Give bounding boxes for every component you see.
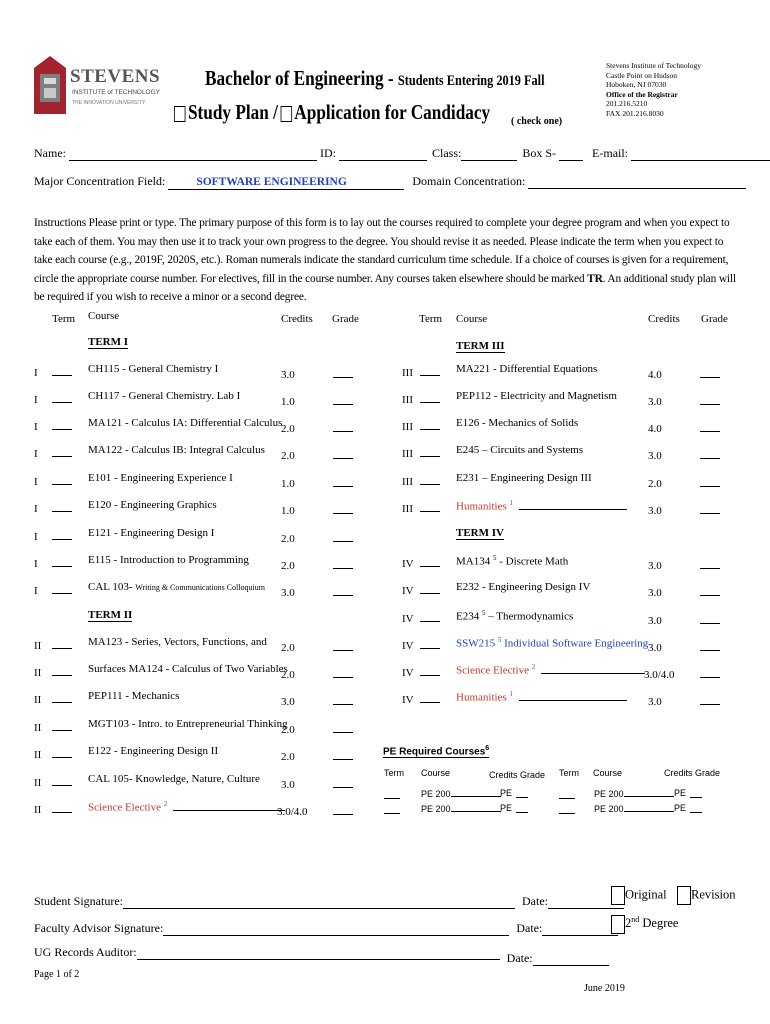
- credits-value: 3.0: [648, 642, 662, 654]
- credits-value: 2.0: [281, 423, 295, 435]
- major-field[interactable]: [168, 174, 404, 190]
- term-input[interactable]: [420, 475, 440, 485]
- grade-input[interactable]: [700, 614, 720, 624]
- credits-value: 3.0: [648, 396, 662, 408]
- course-row: [0, 609, 770, 625]
- advisor-date-label: Date:: [516, 921, 543, 935]
- credits-value: 4.0: [648, 423, 662, 435]
- second-degree-checkbox[interactable]: [611, 915, 625, 934]
- term-numeral: III: [402, 421, 413, 433]
- course-row: [0, 499, 770, 515]
- pe-course: PE 200: [421, 803, 501, 814]
- course-row: [0, 472, 770, 488]
- header-course-left: Course: [88, 310, 120, 322]
- instructions: Instructions Please print or type. The primary purpose of this form is to lay out the courses required to complete your degree program and when you expect to take each of them. You may then use it to track your own progress to the degree. You should revise it as needed. Please indicate the term when you expect to take each course (e.g., 2019F, 2020S, etc.). Roman numerals indicate the standard curriculum time schedule. If a choice of courses is given for a requirement, circle the appropriate course number. For electives, fill in the course number. Any courses taken elsewhere should be marked TR. An additional study plan will be required if you wish to receive a minor or a second degree.: [34, 217, 736, 303]
- term-numeral: II: [34, 749, 42, 761]
- credits-value: 3.0/4.0: [644, 669, 675, 681]
- credits-value: 3.0: [648, 560, 662, 572]
- stevens-seal-icon: [30, 52, 70, 126]
- course-row: [0, 444, 770, 460]
- term-numeral: II: [34, 667, 42, 679]
- pe-course-input[interactable]: [451, 788, 501, 797]
- course-name: E232 - Engineering Design IV: [456, 581, 591, 593]
- original-option: [611, 886, 667, 905]
- term-numeral: III: [402, 367, 413, 379]
- check-one-note: ( check one): [511, 116, 563, 127]
- term-input[interactable]: [52, 748, 72, 758]
- course-name: Humanities $^1$: [456, 690, 627, 704]
- grade-input[interactable]: [700, 559, 720, 569]
- course-row: [0, 663, 770, 679]
- course-name: E126 - Mechanics of Solids: [456, 417, 579, 429]
- term-input[interactable]: [420, 612, 440, 622]
- grade-input[interactable]: [333, 805, 353, 815]
- pe-grade-input[interactable]: [690, 804, 702, 813]
- application-label: Application for Candidacy: [294, 100, 491, 124]
- term-input[interactable]: [420, 366, 440, 376]
- course-name: SSW215 $^5$ Individual Software Engineering: [456, 636, 649, 650]
- course-name: CH115 - General Chemistry I: [88, 363, 219, 375]
- pe-grade-input[interactable]: [516, 789, 528, 798]
- term-input[interactable]: [52, 803, 72, 813]
- elective-input[interactable]: [519, 500, 627, 510]
- header-credits-left: Credits: [281, 313, 313, 325]
- credits-value: 3.0: [648, 587, 662, 599]
- pe-course-input[interactable]: [451, 803, 501, 812]
- grade-input[interactable]: [700, 586, 720, 596]
- term-numeral: IV: [402, 585, 414, 597]
- credits-value: 2.0: [281, 642, 295, 654]
- id-field[interactable]: [339, 148, 427, 161]
- term-input[interactable]: [420, 693, 440, 703]
- term-numeral: II: [34, 777, 42, 789]
- logo-subtitle: INSTITUTE of TECHNOLOGY: [72, 89, 161, 96]
- revision-option: [677, 886, 735, 905]
- plan-type-row: [174, 100, 490, 125]
- advisor-date-field[interactable]: [542, 923, 618, 936]
- course-name: Humanities $^1$: [456, 499, 627, 513]
- application-checkbox[interactable]: [280, 106, 291, 122]
- grade-input[interactable]: [700, 449, 720, 459]
- term-numeral: I: [34, 476, 38, 488]
- major-row: [34, 174, 746, 190]
- course-name: Surfaces MA124 - Calculus of Two Variables: [88, 663, 288, 675]
- course-name: PEP111 - Mechanics: [88, 690, 180, 702]
- pe-header-term-2: Term: [559, 768, 579, 778]
- credits-value: 2.0: [281, 724, 295, 736]
- id-label: ID:: [320, 146, 336, 160]
- term-numeral: II: [34, 694, 42, 706]
- grade-input[interactable]: [700, 422, 720, 432]
- course-name: CAL 103- Writing & Communications Colloquium: [88, 581, 265, 593]
- course-name: E245 – Circuits and Systems: [456, 444, 584, 456]
- auditor-label: UG Records Auditor:: [34, 945, 137, 959]
- course-name: MA123 - Series, Vectors, Functions, and: [88, 636, 267, 648]
- header-term-left: Term: [52, 313, 76, 325]
- credits-value: 1.0: [281, 505, 295, 517]
- auditor-date-field[interactable]: [533, 953, 609, 966]
- credits-value: 4.0: [648, 369, 662, 381]
- second-degree-option: [611, 915, 678, 934]
- pe-title: PE Required Courses$^6$: [383, 745, 490, 758]
- logo-tagline: THE INNOVATION UNIVERSITY: [72, 100, 146, 106]
- pe-header-credits-grade-2: Credits Grade: [664, 768, 721, 778]
- page-title: [205, 66, 545, 91]
- term-numeral: I: [34, 558, 38, 570]
- course-name: E115 - Introduction to Programming: [88, 554, 249, 566]
- grade-input[interactable]: [333, 532, 353, 542]
- term-numeral: I: [34, 421, 38, 433]
- name-row: [34, 146, 770, 161]
- term2-label: TERM II: [88, 609, 133, 621]
- pe-credit-label: PE: [500, 788, 513, 798]
- title-main: Bachelor of Engineering -: [205, 66, 398, 90]
- advisor-signature-row: [34, 921, 618, 936]
- term-input[interactable]: [420, 420, 440, 430]
- study-plan-checkbox[interactable]: [174, 106, 185, 122]
- pe-credit-label: PE: [674, 803, 687, 813]
- domain-label: Domain Concentration:: [412, 174, 526, 188]
- revision-label: Revision: [691, 887, 736, 902]
- course-name: MA134 $^5$ - Discrete Math: [456, 554, 569, 568]
- header-grade-right: Grade: [701, 313, 728, 325]
- advisor-signature-label: Faculty Advisor Signature:: [34, 921, 164, 935]
- course-name: MA122 - Calculus IB: Integral Calculus: [88, 444, 265, 456]
- domain-field[interactable]: [528, 176, 746, 189]
- course-name: E231 – Engineering Design III: [456, 472, 592, 484]
- pe-term-input[interactable]: [559, 804, 575, 814]
- term-numeral: I: [34, 367, 38, 379]
- pe-course-input[interactable]: [624, 788, 674, 797]
- credits-value: 1.0: [281, 396, 295, 408]
- revision-date: June 2019: [584, 983, 625, 994]
- course-row: [0, 690, 770, 706]
- grade-input[interactable]: [700, 668, 720, 678]
- term-numeral: III: [402, 448, 413, 460]
- term-input[interactable]: [52, 776, 72, 786]
- pe-course-input[interactable]: [624, 803, 674, 812]
- course-name: MA121 - Calculus IA: Differential Calculus: [88, 417, 283, 429]
- term-numeral: II: [34, 640, 42, 652]
- term-numeral: I: [34, 503, 38, 515]
- major-value: SOFTWARE ENGINEERING: [196, 176, 347, 188]
- header-course-right: Course: [456, 313, 488, 325]
- auditor-row: [34, 945, 609, 965]
- course-name: PEP112 - Electricity and Magnetism: [456, 390, 617, 402]
- pe-credit-label: PE: [500, 803, 513, 813]
- term-input[interactable]: [420, 666, 440, 676]
- pe-header-credits-grade-1: Credits Grade: [489, 770, 546, 780]
- grade-input[interactable]: [700, 695, 720, 705]
- course-name: E122 - Engineering Design II: [88, 745, 219, 757]
- logo-name: STEVENS: [70, 66, 161, 87]
- credits-value: 2.0: [281, 450, 295, 462]
- grade-input[interactable]: [700, 368, 720, 378]
- course-row: [0, 417, 770, 433]
- student-signature-field[interactable]: [123, 896, 515, 909]
- name-label: Name:: [34, 146, 66, 160]
- grade-input[interactable]: [333, 750, 353, 760]
- course-name: MGT103 - Intro. to Entrepreneurial Thinking: [88, 718, 288, 730]
- credits-value: 2.0: [281, 751, 295, 763]
- course-row: [0, 636, 770, 652]
- term-input[interactable]: [420, 639, 440, 649]
- header-grade-left: Grade: [332, 313, 359, 325]
- credits-value: 3.0: [281, 779, 295, 791]
- term4-label: TERM IV: [456, 527, 504, 539]
- credits-value: 1.0: [281, 478, 295, 490]
- grade-input[interactable]: [333, 723, 353, 733]
- term-input[interactable]: [420, 557, 440, 567]
- term-numeral: I: [34, 585, 38, 597]
- course-name: CAL 105- Knowledge, Nature, Culture: [88, 773, 260, 785]
- credits-value: 3.0: [281, 587, 295, 599]
- original-checkbox[interactable]: [611, 886, 625, 905]
- course-name: E234 $^5$ – Thermodynamics: [456, 609, 574, 623]
- pe-grade-input[interactable]: [516, 804, 528, 813]
- credits-value: 2.0: [281, 560, 295, 572]
- pe-term-input[interactable]: [384, 789, 400, 799]
- pe-header-term-1: Term: [384, 768, 404, 778]
- box-field[interactable]: [559, 148, 583, 161]
- term-numeral: III: [402, 503, 413, 515]
- course-name: Science Elective $^2$: [456, 663, 645, 677]
- credits-value: 3.0: [648, 505, 662, 517]
- pe-course: PE 200: [421, 788, 501, 799]
- course-row: [0, 581, 770, 597]
- credits-value: 3.0/4.0: [277, 806, 308, 818]
- box-label: Box S-: [522, 146, 557, 160]
- course-name: CH117 - General Chemistry. Lab I: [88, 390, 241, 402]
- study-plan-label: Study Plan /: [187, 100, 278, 124]
- grade-input[interactable]: [700, 477, 720, 487]
- term-numeral: III: [402, 476, 413, 488]
- pe-grade-input[interactable]: [690, 789, 702, 798]
- name-field[interactable]: [69, 148, 317, 161]
- title-sub: Students Entering 2019 Fall: [397, 73, 545, 89]
- major-label: Major Concentration Field:: [34, 174, 166, 188]
- term3-label: TERM III: [456, 340, 505, 352]
- credits-value: 2.0: [648, 478, 662, 490]
- term1-label: TERM I: [88, 336, 129, 348]
- stevens-logo: [30, 52, 160, 126]
- course-row: [0, 390, 770, 406]
- term-input[interactable]: [52, 721, 72, 731]
- term-numeral: IV: [402, 694, 414, 706]
- term-numeral: II: [34, 722, 42, 734]
- term-numeral: I: [34, 394, 38, 406]
- page-number: Page 1 of 2: [34, 969, 80, 980]
- term-numeral: IV: [402, 640, 414, 652]
- credits-value: 3.0: [648, 450, 662, 462]
- elective-input[interactable]: [173, 801, 285, 811]
- course-row: [0, 527, 770, 543]
- advisor-signature-field[interactable]: [163, 923, 509, 936]
- header-term-right: Term: [419, 313, 443, 325]
- credits-value: 2.0: [281, 533, 295, 545]
- term-numeral: I: [34, 448, 38, 460]
- term-numeral: IV: [402, 558, 414, 570]
- term-numeral: IV: [402, 613, 414, 625]
- header-credits-right: Credits: [648, 313, 680, 325]
- grade-input[interactable]: [700, 504, 720, 514]
- course-name: MA221 - Differential Equations: [456, 363, 598, 375]
- term-input[interactable]: [52, 530, 72, 540]
- pe-course: PE 200: [594, 788, 674, 799]
- elective-input[interactable]: [519, 691, 627, 701]
- student-signature-label: Student Signature:: [34, 894, 123, 908]
- grade-input[interactable]: [700, 641, 720, 651]
- term-input[interactable]: [420, 393, 440, 403]
- grade-input[interactable]: [333, 778, 353, 788]
- credits-value: 3.0: [281, 369, 295, 381]
- grade-input[interactable]: [700, 395, 720, 405]
- student-date-label: Date:: [522, 894, 548, 908]
- pe-header-course-2: Course: [593, 768, 623, 778]
- credits-value: 3.0: [648, 696, 662, 708]
- pe-header-course-1: Course: [421, 768, 451, 778]
- email-field[interactable]: [631, 148, 770, 161]
- term-numeral: III: [402, 394, 413, 406]
- term-input[interactable]: [420, 447, 440, 457]
- credits-value: 2.0: [281, 669, 295, 681]
- course-row: [0, 363, 770, 379]
- course-name: E101 - Engineering Experience I: [88, 472, 233, 484]
- term-input[interactable]: [420, 502, 440, 512]
- credits-value: 3.0: [281, 696, 295, 708]
- term-numeral: II: [34, 804, 42, 816]
- pe-term-input[interactable]: [384, 804, 400, 814]
- registrar-address: Stevens Institute of Technology Castle Point on Hudson Hoboken, NJ 07030 Office of the Registrar 201.216.5210 FAX 201.216.8030: [606, 61, 701, 118]
- term-numeral: IV: [402, 667, 414, 679]
- course-name: E120 - Engineering Graphics: [88, 499, 217, 511]
- original-label: Original: [625, 887, 667, 902]
- auditor-field[interactable]: [137, 947, 500, 960]
- class-field[interactable]: [461, 148, 517, 161]
- second-degree-label: 2nd Degree: [625, 915, 679, 931]
- course-name: Science Elective $^2$: [88, 800, 285, 814]
- term-input[interactable]: [420, 584, 440, 594]
- revision-checkbox[interactable]: [677, 886, 691, 905]
- course-row: [0, 718, 770, 734]
- student-signature-row: [34, 894, 624, 909]
- email-label: E-mail:: [592, 146, 629, 160]
- auditor-date-label: Date:: [506, 951, 533, 965]
- credits-value: 3.0: [648, 615, 662, 627]
- class-label: Class:: [432, 146, 462, 160]
- pe-credit-label: PE: [674, 788, 687, 798]
- elective-input[interactable]: [541, 664, 645, 674]
- pe-course: PE 200: [594, 803, 674, 814]
- course-name: E121 - Engineering Design I: [88, 527, 215, 539]
- term-numeral: I: [34, 531, 38, 543]
- pe-term-input[interactable]: [559, 789, 575, 799]
- course-row: [0, 554, 770, 570]
